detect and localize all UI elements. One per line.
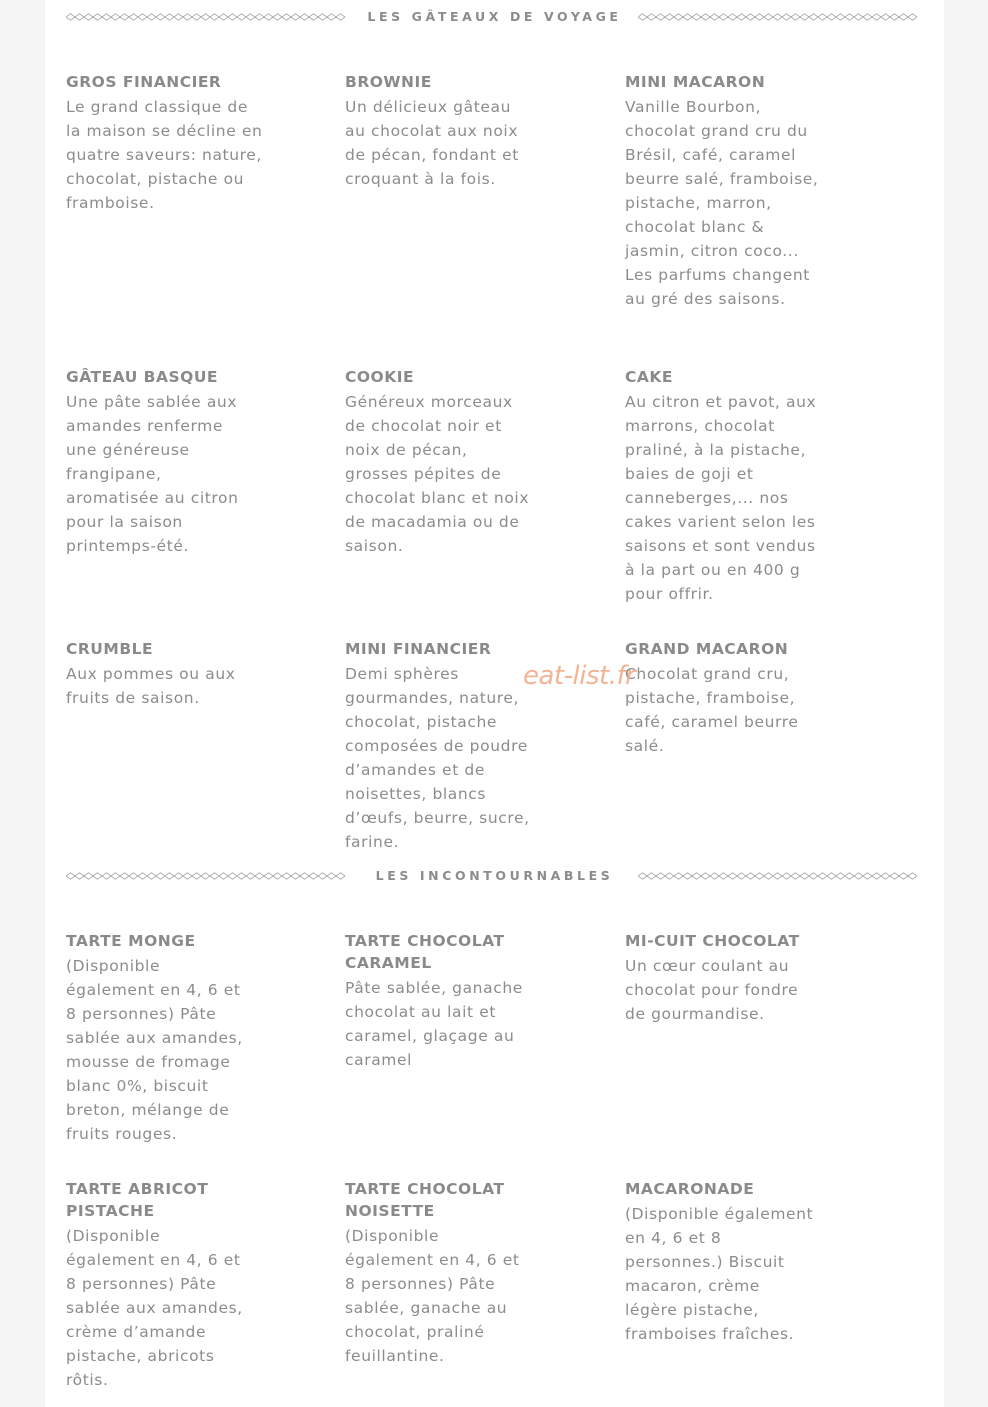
item-description: (Disponible également en 4, 6 et 8 personnes) Pâte sablée aux amandes, crème d’amande pistache, abricots rôtis.	[66, 1227, 243, 1389]
watermark-logo: eat-list.fr	[523, 661, 636, 691]
menu-item-cookie	[345, 366, 545, 558]
item-description: Aux pommes ou aux fruits de saison.	[66, 665, 236, 707]
menu-item-crumble	[66, 638, 266, 710]
item-name: COOKIE	[345, 368, 415, 386]
menu-item-mi-cuit-chocolat	[625, 930, 825, 1026]
menu-page	[45, 0, 944, 1407]
section-title: LES INCONTOURNABLES	[375, 868, 614, 883]
section-header-gateaux-de-voyage	[66, 7, 923, 27]
item-name: TARTE CHOCOLAT NOISETTE	[345, 1180, 505, 1220]
menu-item-macaronade	[625, 1178, 825, 1346]
item-name: MI-CUIT CHOCOLAT	[625, 932, 800, 950]
item-name: CAKE	[625, 368, 673, 386]
menu-item-mini-financier	[345, 638, 545, 854]
menu-item-gros-financier	[66, 71, 266, 215]
item-description: Généreux morceaux de chocolat noir et noix de pécan, grosses pépites de chocolat blanc et noix de macadamia ou de saison.	[345, 393, 530, 555]
item-name: MINI FINANCIER	[345, 640, 492, 658]
menu-item-tarte-chocolat-caramel	[345, 930, 545, 1072]
menu-item-tarte-chocolat-noisette	[345, 1178, 545, 1368]
ornament-line-right	[638, 7, 923, 27]
item-description: Vanille Bourbon, chocolat grand cru du Brésil, café, caramel beurre salé, framboise, pistache, marron, chocolat blanc & jasmin, citron coco... Les parfums changent au gré des saisons.	[625, 98, 819, 308]
menu-item-tarte-abricot-pistache	[66, 1178, 266, 1392]
item-name: MINI MACARON	[625, 73, 766, 91]
menu-item-brownie	[345, 71, 545, 191]
ornament-line-right	[638, 866, 923, 886]
item-description: (Disponible également en 4, 6 et 8 personnes) Pâte sablée aux amandes, mousse de fromage blanc 0%, biscuit breton, mélange de fruits rouges.	[66, 957, 243, 1143]
item-name: CRUMBLE	[66, 640, 154, 658]
item-name: MACARONADE	[625, 1180, 755, 1198]
item-description: Le grand classique de la maison se décline en quatre saveurs: nature, chocolat, pistache ou framboise.	[66, 98, 263, 212]
item-description: Demi sphères gourmandes, nature, chocolat, pistache composées de poudre d’amandes et de noisettes, blancs d’œufs, beurre, sucre, farine.	[345, 665, 530, 851]
item-name: TARTE MONGE	[66, 932, 196, 950]
item-description: (Disponible également en 4, 6 et 8 personnes) Pâte sablée, ganache au chocolat, praliné feuillantine.	[345, 1227, 520, 1365]
section-title: LES GÂTEAUX DE VOYAGE	[367, 9, 622, 24]
item-description: (Disponible également en 4, 6 et 8 personnes.) Biscuit macaron, crème légère pistache, framboises fraîches.	[625, 1205, 814, 1343]
menu-item-cake	[625, 366, 825, 606]
item-name: GROS FINANCIER	[66, 73, 222, 91]
item-name: GÂTEAU BASQUE	[66, 368, 219, 386]
menu-item-mini-macaron	[625, 71, 825, 311]
item-description: Chocolat grand cru, pistache, framboise, café, caramel beurre salé.	[625, 665, 799, 755]
item-description: Une pâte sablée aux amandes renferme une généreuse frangipane, aromatisée au citron pour la saison printemps-été.	[66, 393, 239, 555]
item-description: Un délicieux gâteau au chocolat aux noix de pécan, fondant et croquant à la fois.	[345, 98, 519, 188]
item-description: Pâte sablée, ganache chocolat au lait et caramel, glaçage au caramel	[345, 979, 523, 1069]
item-description: Au citron et pavot, aux marrons, chocolat praliné, à la pistache, baies de goji et canneberges,... nos cakes varient selon les saisons et sont vendus à la part ou en 400 g pour offrir.	[625, 393, 817, 603]
item-name: TARTE CHOCOLAT CARAMEL	[345, 932, 505, 972]
menu-item-tarte-monge	[66, 930, 266, 1146]
item-name: TARTE ABRICOT PISTACHE	[66, 1180, 209, 1220]
menu-item-gateau-basque	[66, 366, 266, 558]
section-header-incontournables	[66, 866, 923, 886]
menu-item-grand-macaron	[625, 638, 825, 758]
item-name: GRAND MACARON	[625, 640, 789, 658]
item-name: BROWNIE	[345, 73, 432, 91]
item-description: Un cœur coulant au chocolat pour fondre de gourmandise.	[625, 957, 799, 1023]
